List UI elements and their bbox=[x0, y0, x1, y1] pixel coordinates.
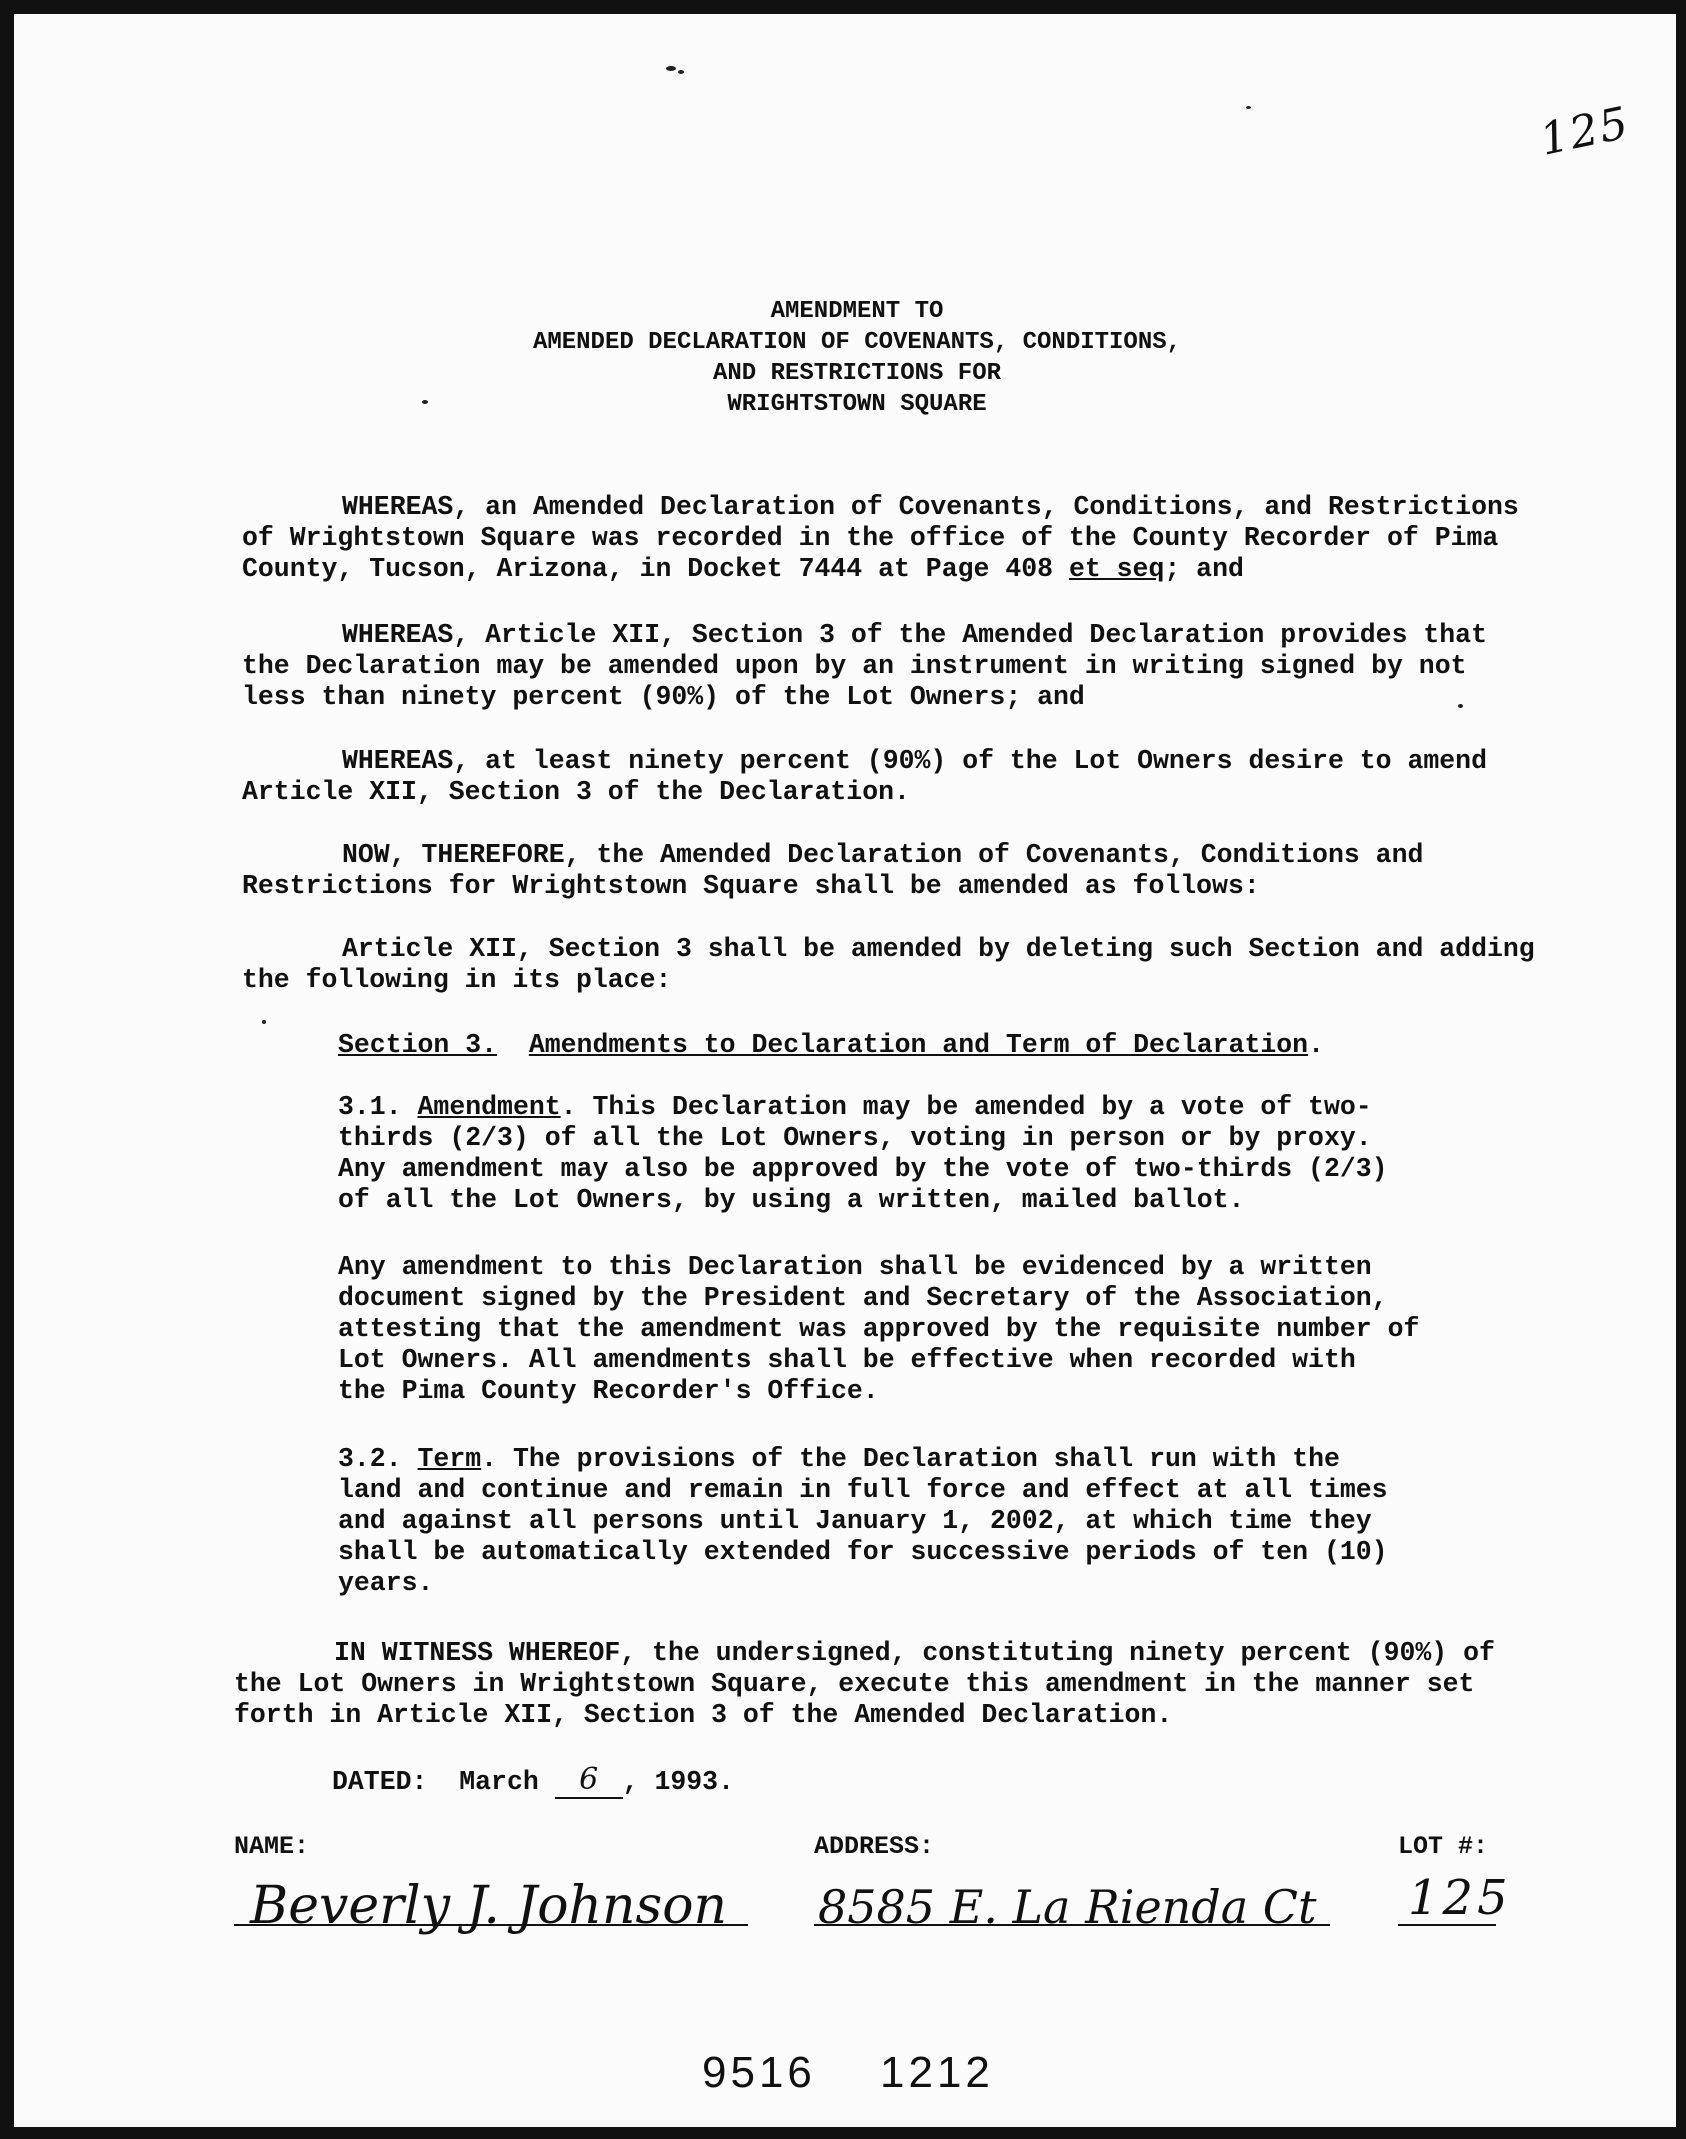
scan-speck bbox=[262, 1020, 266, 1024]
name-signature: Beverly J. Johnson bbox=[250, 1876, 728, 1936]
witness-line-2: the Lot Owners in Wrightstown Square, execute this amendment in the manner set bbox=[234, 1669, 1475, 1699]
therefore-line-2: Restrictions for Wrightstown Square shall be amended as follows: bbox=[242, 871, 1260, 901]
scan-speck bbox=[678, 70, 684, 74]
evidence-line-2: document signed by the President and Secretary of the Association, bbox=[338, 1283, 1388, 1313]
whereas1-line-2: of Wrightstown Square was recorded in the office of the County Recorder of Pima bbox=[242, 523, 1499, 553]
whereas2-line-2: the Declaration may be amended upon by an instrument in writing signed by not bbox=[242, 651, 1467, 681]
whereas1-line-3c: ; and bbox=[1164, 554, 1244, 584]
scan-speck bbox=[666, 66, 676, 71]
s32-line-4: shall be automatically extended for successive periods of ten (10) bbox=[338, 1537, 1388, 1567]
docket-number: 9516 bbox=[702, 2048, 816, 2097]
whereas3-line-2: Article XII, Section 3 of the Declaration. bbox=[242, 777, 910, 807]
name-signature-line bbox=[234, 1924, 748, 1926]
lot-handwritten: 125 bbox=[1408, 1870, 1512, 1926]
s32-line-3: and against all persons until January 1, 2002, at which time they bbox=[338, 1506, 1372, 1536]
whereas2-line-3: less than ninety percent (90%) of the Lot Owners; and bbox=[242, 682, 1085, 712]
s31-number: 3.1. bbox=[338, 1092, 402, 1122]
lot-label: LOT #: bbox=[1398, 1832, 1489, 1861]
whereas1-line-3a: County, Tucson, Arizona, in Docket 7444 at Page 408 bbox=[242, 554, 1069, 584]
section-heading-period: . bbox=[1308, 1030, 1324, 1060]
whereas2-line-1: WHEREAS, Article XII, Section 3 of the Amended Declaration provides that bbox=[342, 620, 1487, 650]
s31-heading: Amendment bbox=[417, 1092, 561, 1122]
witness-paragraph bbox=[234, 1638, 1506, 1731]
whereas-paragraph-3 bbox=[242, 746, 1514, 808]
subsection-3-1 bbox=[338, 1092, 1410, 1216]
lot-signature-line bbox=[1398, 1924, 1496, 1926]
s31-line-4: of all the Lot Owners, by using a written, mailed ballot. bbox=[338, 1185, 1245, 1215]
therefore-line-1: NOW, THEREFORE, the Amended Declaration of Covenants, Conditions and bbox=[342, 840, 1424, 870]
evidence-line-3: attesting that the amendment was approved by the requisite number of bbox=[338, 1314, 1420, 1344]
address-signature-line bbox=[814, 1924, 1330, 1926]
article-paragraph bbox=[242, 934, 1535, 996]
handwritten-page-number: 125 bbox=[1535, 97, 1635, 166]
evidence-line-4: Lot Owners. All amendments shall be effective when recorded with bbox=[338, 1345, 1356, 1375]
evidence-paragraph bbox=[338, 1252, 1420, 1407]
whereas1-line-1: WHEREAS, an Amended Declaration of Covenants, Conditions, and Restrictions bbox=[342, 492, 1519, 522]
dated-year: , 1993. bbox=[622, 1767, 734, 1797]
therefore-paragraph bbox=[242, 840, 1514, 902]
whereas-paragraph-2 bbox=[242, 620, 1514, 713]
s32-heading: Term bbox=[417, 1444, 482, 1474]
scan-speck bbox=[1246, 106, 1251, 109]
name-label: NAME: bbox=[234, 1832, 310, 1861]
address-label: ADDRESS: bbox=[814, 1832, 935, 1861]
document-title bbox=[14, 296, 1686, 420]
dated-line bbox=[332, 1762, 734, 1799]
title-line-1: AMENDMENT TO bbox=[770, 298, 944, 325]
s31-line-3: Any amendment may also be approved by the vote of two-thirds (2/3) bbox=[338, 1154, 1388, 1184]
whereas3-line-1: WHEREAS, at least ninety percent (90%) of the Lot Owners desire to amend bbox=[342, 746, 1487, 776]
address-handwritten: 8585 E. La Rienda Ct bbox=[818, 1880, 1317, 1934]
dated-month: March bbox=[459, 1767, 539, 1797]
s32-line-1: . The provisions of the Declaration shall run with the bbox=[481, 1444, 1340, 1474]
witness-line-3: forth in Article XII, Section 3 of the Amended Declaration. bbox=[234, 1700, 1173, 1730]
page-number-stamp: 1212 bbox=[880, 2048, 994, 2097]
et-seq-text: et seq bbox=[1068, 554, 1165, 584]
evidence-line-1: Any amendment to this Declaration shall be evidenced by a written bbox=[338, 1252, 1372, 1282]
section-3-heading bbox=[338, 1030, 1438, 1061]
witness-line-1: IN WITNESS WHEREOF, the undersigned, constituting ninety percent (90%) of bbox=[334, 1638, 1495, 1668]
s31-line-1: . This Declaration may be amended by a vote of two- bbox=[560, 1092, 1372, 1122]
dated-label: DATED: bbox=[332, 1767, 428, 1797]
whereas-paragraph-1 bbox=[242, 492, 1519, 585]
title-line-2: AMENDED DECLARATION OF COVENANTS, CONDITIONS, bbox=[532, 329, 1182, 356]
article-line-1: Article XII, Section 3 shall be amended by deleting such Section and adding bbox=[342, 934, 1535, 964]
dated-day-handwritten: 6 bbox=[555, 1762, 623, 1799]
s32-line-5: years. bbox=[338, 1568, 434, 1598]
s31-line-2: thirds (2/3) of all the Lot Owners, voting in person or by proxy. bbox=[338, 1123, 1372, 1153]
section-number: Section 3. bbox=[338, 1030, 498, 1060]
title-line-4: WRIGHTSTOWN SQUARE bbox=[727, 391, 987, 418]
s32-line-2: land and continue and remain in full force and effect at all times bbox=[338, 1475, 1388, 1505]
article-line-2: the following in its place: bbox=[242, 965, 672, 995]
subsection-3-2 bbox=[338, 1444, 1410, 1599]
section-title: Amendments to Declaration and Term of Declaration bbox=[528, 1030, 1309, 1060]
s32-number: 3.2. bbox=[338, 1444, 402, 1474]
evidence-line-5: the Pima County Recorder's Office. bbox=[338, 1376, 879, 1406]
title-line-3: AND RESTRICTIONS FOR bbox=[712, 360, 1002, 387]
